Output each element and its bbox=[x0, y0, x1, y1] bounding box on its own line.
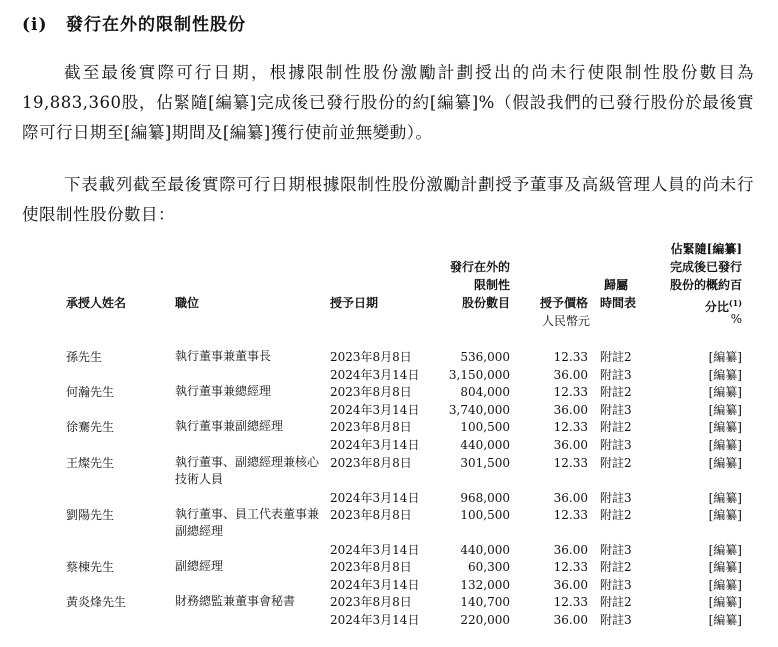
grant-date: 2024年3月14日 bbox=[330, 578, 420, 592]
grant-date: 2023年8月8日 bbox=[330, 595, 412, 609]
share-count: 140,700 bbox=[460, 595, 510, 609]
grantee-name: 蔡棟先生 bbox=[66, 560, 115, 574]
vesting-note: 附註2 bbox=[600, 595, 632, 609]
share-count: 301,500 bbox=[460, 456, 510, 470]
grant-price: 12.33 bbox=[553, 456, 588, 470]
grant-price: 12.33 bbox=[553, 595, 588, 609]
grantee-name: 孫先生 bbox=[66, 350, 103, 364]
share-count: 132,000 bbox=[460, 578, 510, 592]
table-row bbox=[0, 348, 778, 366]
percentage: [編纂] bbox=[708, 578, 742, 592]
vesting-note: 附註3 bbox=[600, 368, 632, 382]
share-count: 804,000 bbox=[460, 385, 510, 399]
percentage: [編纂] bbox=[708, 508, 742, 522]
percentage: [編纂] bbox=[708, 438, 742, 452]
percentage: [編纂] bbox=[708, 456, 742, 470]
grant-price: 36.00 bbox=[553, 438, 588, 452]
share-count: 536,000 bbox=[460, 350, 510, 364]
grant-date: 2024年3月14日 bbox=[330, 403, 420, 417]
table-row bbox=[0, 558, 778, 576]
grant-date: 2024年3月14日 bbox=[330, 368, 420, 382]
unit-price: 人民幣元 bbox=[541, 314, 590, 328]
table-row bbox=[0, 506, 778, 538]
share-count: 60,300 bbox=[468, 560, 510, 574]
share-count: 440,000 bbox=[460, 438, 510, 452]
percentage: [編纂] bbox=[708, 385, 742, 399]
grant-price: 12.33 bbox=[553, 350, 588, 364]
grant-date: 2024年3月14日 bbox=[330, 491, 420, 505]
grant-date: 2023年8月8日 bbox=[330, 560, 412, 574]
header-shares-line3: 股份數目 bbox=[461, 296, 510, 310]
percentage: [編纂] bbox=[708, 403, 742, 417]
header-shares-line2: 限制性 bbox=[473, 278, 510, 292]
grant-price: 12.33 bbox=[553, 508, 588, 522]
section-heading bbox=[22, 10, 246, 35]
grant-date: 2023年8月8日 bbox=[330, 420, 412, 434]
vesting-note: 附註2 bbox=[600, 508, 632, 522]
table-row bbox=[0, 436, 778, 454]
unit-pct: % bbox=[730, 312, 742, 326]
percentage: [編纂] bbox=[708, 595, 742, 609]
table-row bbox=[0, 418, 778, 436]
grantee-position: 執行董事兼副總經理 bbox=[175, 419, 284, 433]
share-count: 100,500 bbox=[460, 508, 510, 522]
grantee-name: 何瀚先生 bbox=[66, 385, 115, 399]
share-count: 100,500 bbox=[460, 420, 510, 434]
vesting-note: 附註2 bbox=[600, 385, 632, 399]
header-name: 承授人姓名 bbox=[66, 296, 127, 310]
header-shares-line1: 發行在外的 bbox=[449, 260, 510, 274]
grant-price: 12.33 bbox=[553, 560, 588, 574]
share-count: 220,000 bbox=[460, 613, 510, 627]
header-pct-line3: 股份的概約百 bbox=[669, 278, 742, 292]
percentage: [編纂] bbox=[708, 420, 742, 434]
grant-price: 36.00 bbox=[553, 491, 588, 505]
header-pct-line1: 佔緊隨[編纂] bbox=[670, 242, 742, 256]
vesting-note: 附註3 bbox=[600, 403, 632, 417]
grant-price: 36.00 bbox=[553, 578, 588, 592]
header-position: 職位 bbox=[175, 296, 200, 310]
header-price: 授予價格 bbox=[539, 296, 588, 310]
header-vesting-line1: 歸屬 bbox=[604, 278, 629, 292]
grant-date: 2023年8月8日 bbox=[330, 385, 412, 399]
grantee-position: 副總經理 bbox=[175, 559, 224, 573]
grant-date: 2024年3月14日 bbox=[330, 543, 420, 557]
share-count: 440,000 bbox=[460, 543, 510, 557]
table-row bbox=[0, 366, 778, 384]
grantee-name: 王燦先生 bbox=[66, 456, 115, 470]
paragraph-outstanding-shares: 截至最後實際可行日期，根據限制性股份激勵計劃授出的尚未行使限制性股份數目為19,883,360股，佔緊隨[編纂]完成後已發行股份的約[編纂]%（假設我們的已發行股份於最後實際可行日期至[編纂]期間及[編纂]獲行使前並無變動）。 bbox=[22, 63, 754, 142]
grant-date: 2024年3月14日 bbox=[330, 438, 420, 452]
percentage: [編纂] bbox=[708, 543, 742, 557]
vesting-note: 附註3 bbox=[600, 613, 632, 627]
grantee-position: 執行董事兼總經理 bbox=[175, 384, 272, 398]
percentage: [編纂] bbox=[708, 368, 742, 382]
vesting-note: 附註2 bbox=[600, 560, 632, 574]
grantee-position: 執行董事、員工代表董事兼副總經理 bbox=[175, 507, 320, 538]
section-title: 發行在外的限制性股份 bbox=[66, 15, 246, 35]
header-pct-line2: 完成後已發行 bbox=[669, 260, 742, 274]
grant-date: 2023年8月8日 bbox=[330, 350, 412, 364]
table-row bbox=[0, 593, 778, 611]
table-row bbox=[0, 576, 778, 594]
grant-price: 36.00 bbox=[553, 613, 588, 627]
vesting-note: 附註2 bbox=[600, 350, 632, 364]
grant-price: 36.00 bbox=[553, 403, 588, 417]
grantee-name: 黃炎烽先生 bbox=[66, 595, 127, 609]
grant-price: 12.33 bbox=[553, 385, 588, 399]
vesting-note: 附註3 bbox=[600, 543, 632, 557]
table-row bbox=[0, 541, 778, 559]
percentage: [編纂] bbox=[708, 560, 742, 574]
grant-price: 36.00 bbox=[553, 543, 588, 557]
grantee-name: 徐騫先生 bbox=[66, 420, 115, 434]
table-row bbox=[0, 454, 778, 486]
header-grant-date: 授予日期 bbox=[330, 296, 379, 310]
table-row bbox=[0, 611, 778, 629]
vesting-note: 附註2 bbox=[600, 420, 632, 434]
grant-price: 36.00 bbox=[553, 368, 588, 382]
vesting-note: 附註2 bbox=[600, 456, 632, 470]
table-row bbox=[0, 489, 778, 507]
percentage: [編纂] bbox=[708, 491, 742, 505]
table-row bbox=[0, 401, 778, 419]
share-count: 3,150,000 bbox=[448, 368, 510, 382]
header-pct-text: 分比 bbox=[704, 300, 729, 314]
percentage: [編纂] bbox=[708, 613, 742, 627]
paragraph-table-intro: 下表載列截至最後實際可行日期根據限制性股份激勵計劃授予董事及高級管理人員的尚未行使限制性股份數目： bbox=[22, 175, 754, 224]
share-count: 3,740,000 bbox=[448, 403, 510, 417]
percentage: [編纂] bbox=[708, 350, 742, 364]
grantee-position: 財務總監兼董事會秘書 bbox=[175, 594, 296, 608]
grant-date: 2023年8月8日 bbox=[330, 456, 412, 470]
share-count: 968,000 bbox=[460, 491, 510, 505]
grantee-position: 執行董事兼董事長 bbox=[175, 349, 272, 363]
grant-price: 12.33 bbox=[553, 420, 588, 434]
grantee-position: 執行董事、副總經理兼核心技術人員 bbox=[175, 455, 320, 486]
grant-date: 2023年8月8日 bbox=[330, 508, 412, 522]
vesting-note: 附註3 bbox=[600, 578, 632, 592]
header-vesting-line2: 時間表 bbox=[600, 296, 637, 310]
table-row bbox=[0, 383, 778, 401]
footnote-marker: (1) bbox=[728, 298, 742, 308]
grant-date: 2024年3月14日 bbox=[330, 613, 420, 627]
vesting-note: 附註3 bbox=[600, 438, 632, 452]
section-number: (i) bbox=[22, 15, 48, 35]
grantee-name: 劉陽先生 bbox=[66, 508, 115, 522]
vesting-note: 附註3 bbox=[600, 491, 632, 505]
